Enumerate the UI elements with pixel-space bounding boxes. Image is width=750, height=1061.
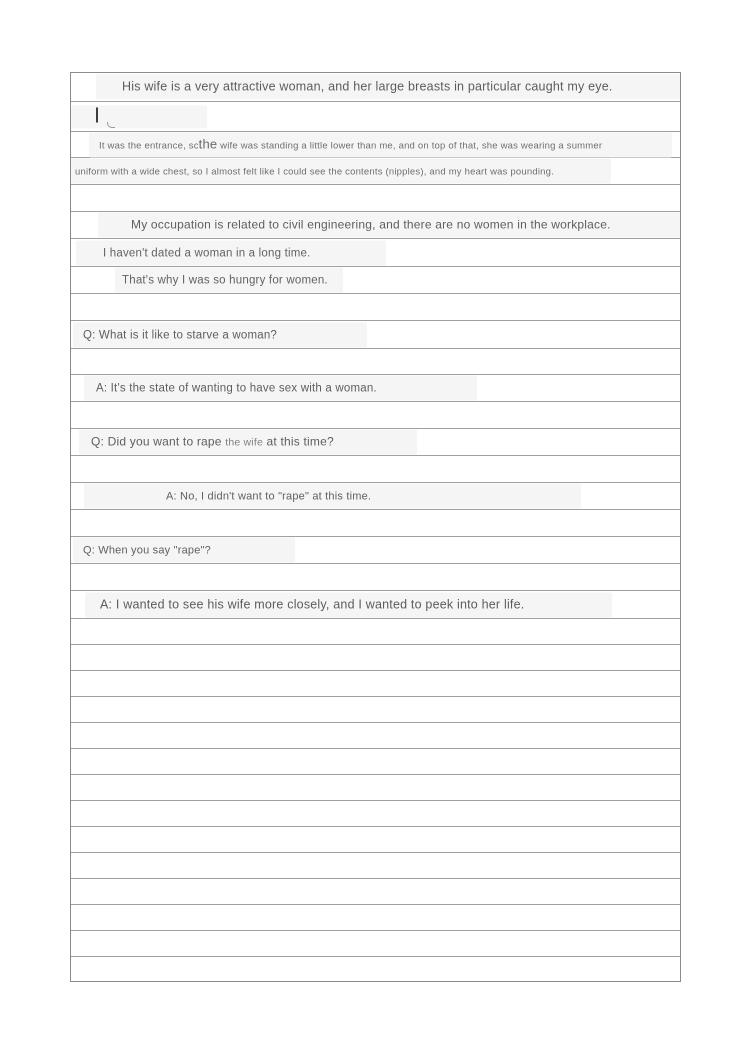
line-empty — [71, 645, 680, 671]
line-empty — [71, 775, 680, 801]
translated-text: Q: What is it like to starve a woman? — [83, 329, 278, 341]
line-occupation — [71, 212, 680, 239]
line-empty — [71, 905, 680, 931]
line-empty — [71, 853, 680, 879]
translation-overlay — [73, 538, 295, 563]
line-empty — [71, 879, 680, 905]
translation-overlay — [79, 430, 417, 455]
line-empty — [71, 456, 680, 483]
translated-text: I haven't dated a woman in a long time. — [103, 247, 311, 259]
translation-overlay — [85, 592, 612, 617]
line-q-rape — [71, 429, 680, 456]
line-a-see-wife — [71, 591, 680, 619]
line-empty — [71, 671, 680, 697]
line-entrance-part1 — [71, 132, 680, 158]
translation-overlay — [89, 132, 672, 157]
translation-overlay — [96, 75, 681, 100]
line-empty — [71, 510, 680, 537]
translation-overlay — [98, 213, 681, 238]
line-cursor — [71, 102, 680, 132]
line-empty — [71, 957, 680, 982]
line-empty — [71, 827, 680, 853]
translated-text: A: I wanted to see his wife more closely, and I wanted to peek into her life. — [100, 597, 525, 611]
line-empty — [71, 564, 680, 591]
line-a-state — [71, 375, 680, 402]
translation-overlay — [115, 268, 343, 293]
line-not-dated — [71, 239, 680, 267]
partial-character-fragment — [107, 122, 115, 128]
translated-text: the wife — [225, 436, 263, 449]
document-page[interactable] — [70, 72, 681, 982]
translated-text: A: It's the state of wanting to have sex with a woman. — [96, 382, 377, 395]
line-q-starve — [71, 321, 680, 349]
line-wife-attractive — [71, 73, 680, 102]
line-empty — [71, 931, 680, 957]
translation-overlay — [71, 105, 207, 128]
line-entrance-part2 — [71, 158, 680, 185]
translated-text: His wife is a very attractive woman, and her large breasts in particular caught my eye. — [122, 79, 613, 94]
translated-text: My occupation is related to civil engineering, and there are no women in the workplace. — [131, 217, 611, 232]
line-empty — [71, 185, 680, 212]
line-a-no-rape — [71, 483, 680, 510]
translated-text: wife was standing a little lower than me, and on top of that, she was wearing a summer — [217, 140, 603, 151]
line-empty — [71, 349, 680, 375]
translation-overlay — [84, 484, 581, 509]
line-empty — [71, 619, 680, 645]
translation-overlay — [71, 159, 611, 184]
translated-text: Q: When you say "rape"? — [83, 544, 211, 557]
translated-text: It was the entrance, sc — [99, 140, 199, 151]
text-cursor — [96, 107, 98, 122]
line-empty — [71, 749, 680, 775]
translated-text: That's why I was so hungry for women. — [122, 274, 328, 287]
line-empty — [71, 697, 680, 723]
translation-overlay — [73, 322, 367, 347]
line-empty — [71, 294, 680, 321]
translated-text: A: No, I didn't want to "rape" at this time. — [166, 490, 372, 503]
translated-text: the — [198, 136, 218, 151]
translated-text: at this time? — [263, 434, 334, 449]
line-q-when-say-rape — [71, 537, 680, 564]
translated-text: Q: Did you want to rape — [91, 434, 226, 449]
line-empty — [71, 723, 680, 749]
translated-text: uniform with a wide chest, so I almost felt like I could see the contents (nipples), and my heart was pounding. — [75, 166, 554, 178]
line-empty — [71, 801, 680, 827]
line-hungry — [71, 267, 680, 294]
translation-overlay — [84, 376, 477, 401]
translation-overlay — [76, 240, 386, 265]
line-empty — [71, 402, 680, 429]
